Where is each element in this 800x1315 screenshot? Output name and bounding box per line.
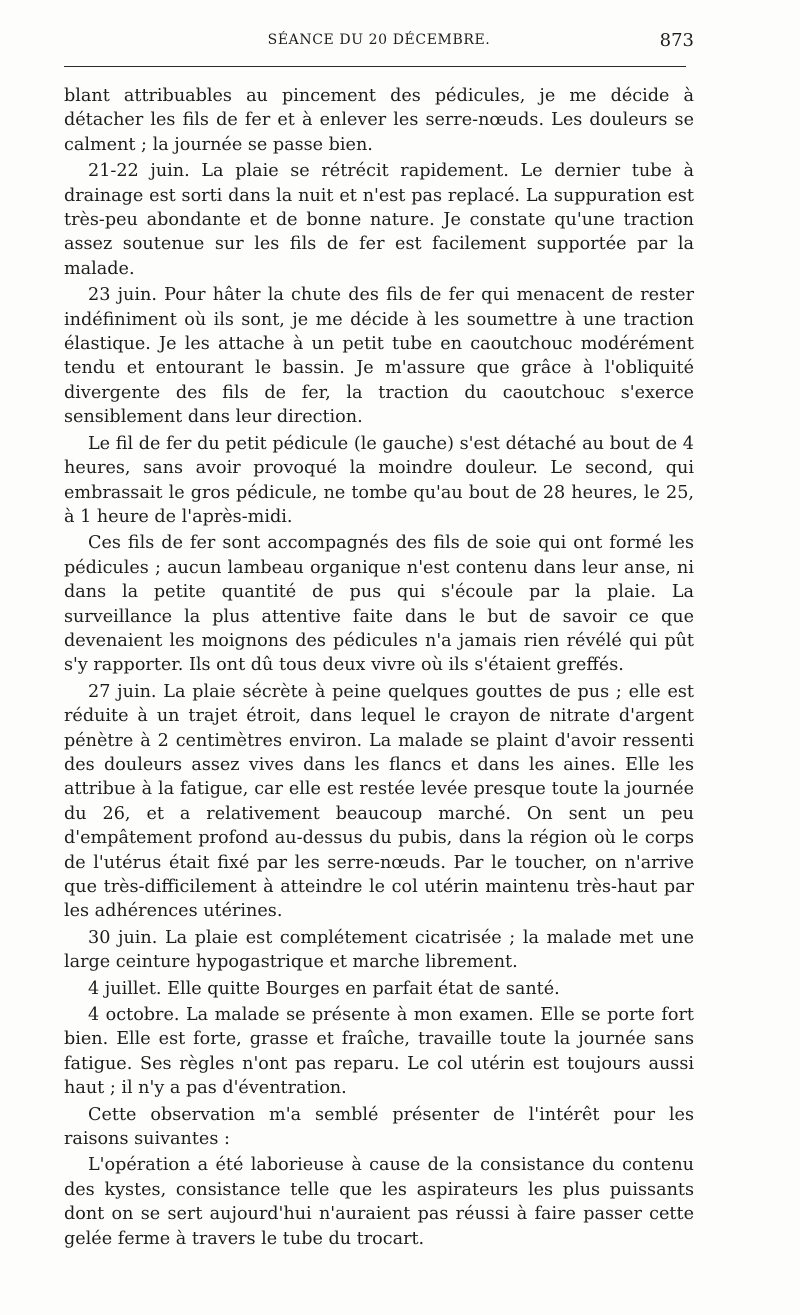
running-title: SÉANCE DU 20 DÉCEMBRE. — [267, 32, 491, 48]
paragraph: blant attribuables au pincement des pédicules, je me décide à détacher les fils de fer et à enlever les serre-nœuds. Les douleurs se calment ; la journée se passe bien. — [64, 86, 694, 155]
paragraph: L'opération a été laborieuse à cause de la consistance du contenu des kystes, consistance telle que les aspirateurs les plus puissants dont on se sert aujourd'hui n'auraient pas réussi à faire passer cette gelée ferme à travers le tube du trocart. — [64, 1155, 694, 1249]
paragraph: Le fil de fer du petit pédicule (le gauche) s'est détaché au bout de 4 heures, sans avoir provoqué la moindre douleur. Le second, qui embrassait le gros pédicule, ne tombe qu'au bout de 28 heures, le 25, à 1 heure de l'après-midi. — [64, 433, 694, 527]
paragraph: 23 juin. Pour hâter la chute des fils de fer qui menacent de rester indéfiniment où ils sont, je me décide à les soumettre à une traction élastique. Je les attache à un petit tube en caoutchouc modérément tendu et entourant le bassin. Je m'assure que grâce à l'obliquité divergente des fils de fer, la traction du caoutchouc s'exerce sensiblement dans leur direction. — [64, 285, 694, 428]
header-rule — [64, 66, 686, 67]
page-header — [64, 32, 694, 54]
paragraph: 4 juillet. Elle quitte Bourges en parfait état de santé. — [88, 978, 560, 999]
paragraph: 27 juin. La plaie sécrète à peine quelques gouttes de pus ; elle est réduite à un trajet étroit, dans lequel le crayon de nitrate d'argent pénètre à 2 centimètres environ. La malade se plaint d'avoir ressenti des douleurs assez vives dans les flancs et dans les aines. Elle les attribue à la fatigue, car elle est restée levée presque toute la journée du 26, et a relativement beaucoup marché. On sent un peu d'empâtement profond au-dessus du pubis, dans la région où le corps de l'utérus était fixé par les serre-nœuds. Par le toucher, on n'arrive que très-difficilement à atteindre le col utérin maintenu très-haut par les adhérences utérines. — [64, 681, 694, 922]
page-number: 873 — [659, 30, 694, 51]
paragraph: 4 octobre. La malade se présente à mon examen. Elle se porte fort bien. Elle est forte, grasse et fraîche, travaille toute la journée sans fatigue. Ses règles n'ont pas reparu. Le col utérin est toujours aussi haut ; il n'y a pas d'éventration. — [64, 1005, 694, 1099]
paragraph: Cette observation m'a semblé présenter de l'intérêt pour les raisons suivantes : — [64, 1104, 694, 1150]
body-text — [64, 84, 694, 1253]
paragraph: 30 juin. La plaie est complétement cicatrisée ; la malade met une large ceinture hypogastrique et marche librement. — [64, 927, 694, 973]
paragraph: 21-22 juin. La plaie se rétrécit rapidement. Le dernier tube à drainage est sorti dans la nuit et n'est pas replacé. La suppuration est très-peu abondante et de bonne nature. Je constate qu'une traction assez soutenue sur les fils de fer est facilement supportée par la malade. — [64, 161, 694, 279]
paragraph: Ces fils de fer sont accompagnés des fils de soie qui ont formé les pédicules ; aucun lambeau organique n'est contenu dans leur anse, ni dans la petite quantité de pus qui s'écoule par la plaie. La surveillance la plus attentive faite dans le but de savoir ce que devenaient les moignons des pédicules n'a jamais rien révélé qui pût s'y rapporter. Ils ont dû tous deux vivre où ils s'étaient greffés. — [64, 533, 694, 676]
